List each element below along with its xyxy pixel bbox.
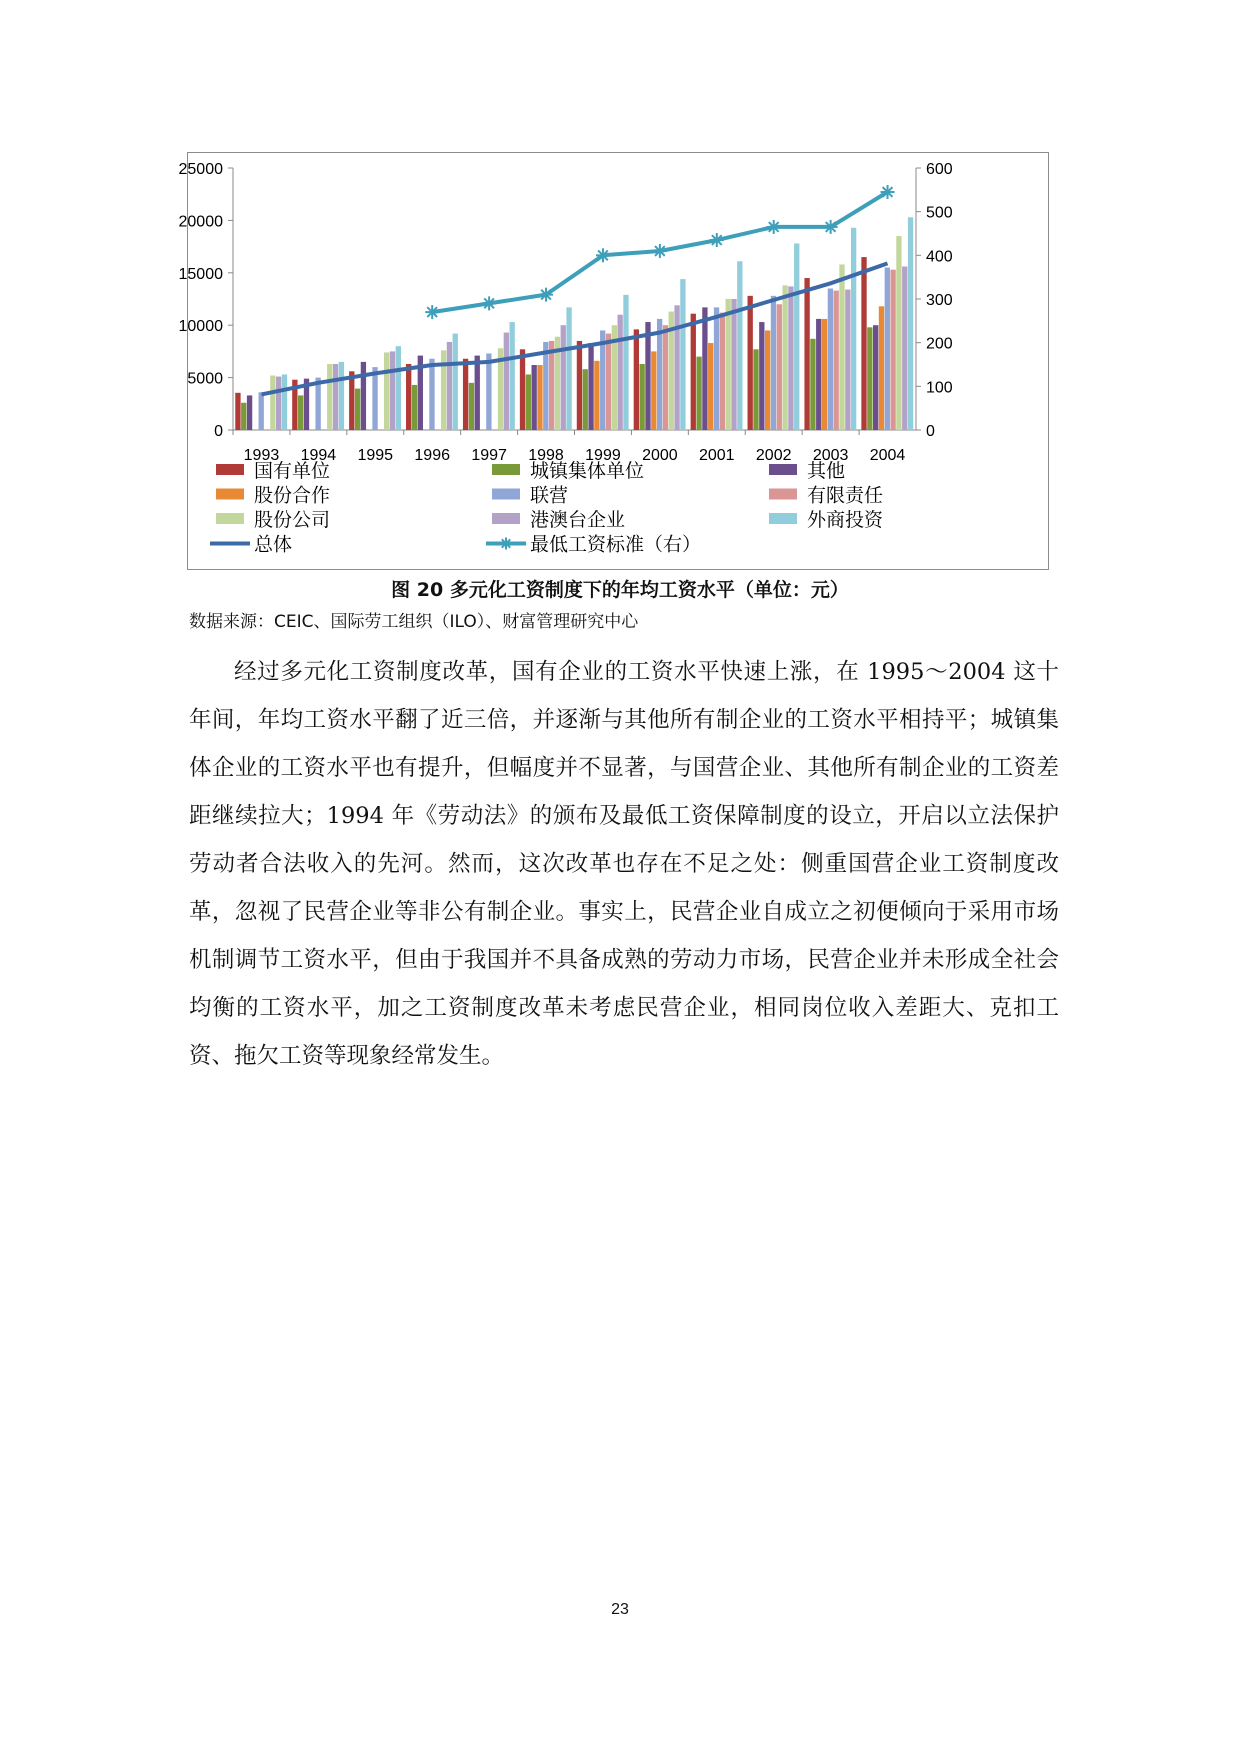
bar bbox=[270, 376, 275, 431]
right-tick-label: 600 bbox=[926, 161, 953, 178]
bar bbox=[674, 305, 679, 430]
bar bbox=[349, 371, 354, 430]
legend-swatch bbox=[492, 489, 520, 500]
bar bbox=[594, 361, 599, 430]
bar bbox=[851, 228, 856, 430]
x-tick-label: 2003 bbox=[812, 447, 849, 464]
bar bbox=[486, 354, 491, 431]
chart-figure bbox=[178, 152, 1049, 570]
bar bbox=[618, 315, 623, 430]
bar bbox=[788, 286, 793, 430]
bar bbox=[276, 377, 281, 430]
bar bbox=[282, 374, 287, 430]
left-tick-label: 0 bbox=[214, 423, 223, 440]
legend-label: 国有单位 bbox=[254, 461, 331, 482]
bar bbox=[777, 304, 782, 430]
left-tick-label: 20000 bbox=[178, 213, 223, 231]
bar bbox=[902, 267, 907, 430]
bar bbox=[702, 307, 707, 430]
legend-label: 股份公司 bbox=[254, 510, 331, 531]
bar bbox=[885, 268, 890, 430]
bar bbox=[765, 330, 770, 430]
bar bbox=[720, 313, 725, 430]
legend-swatch bbox=[769, 513, 797, 524]
bar bbox=[714, 307, 719, 430]
bar bbox=[509, 322, 514, 430]
bar bbox=[372, 367, 377, 430]
bar bbox=[696, 357, 701, 430]
bar bbox=[640, 364, 645, 430]
bar bbox=[259, 392, 264, 430]
wage-chart bbox=[178, 153, 1050, 571]
bar bbox=[771, 296, 776, 430]
data-source: 数据来源：CEIC、国际劳工组织（ILO）、财富管理研究中心 bbox=[189, 612, 639, 632]
bar bbox=[731, 299, 736, 430]
bar bbox=[810, 339, 815, 430]
x-tick-label: 1999 bbox=[585, 447, 621, 464]
bar bbox=[645, 322, 650, 430]
legend-swatch bbox=[492, 464, 520, 475]
x-tick-label: 1998 bbox=[528, 447, 564, 464]
bar bbox=[390, 351, 395, 430]
bar bbox=[691, 314, 696, 430]
bar bbox=[657, 319, 662, 430]
bar bbox=[532, 365, 537, 430]
bar bbox=[663, 325, 668, 430]
bar bbox=[896, 236, 901, 430]
bar bbox=[873, 325, 878, 430]
left-tick-label: 15000 bbox=[178, 265, 223, 283]
bar bbox=[469, 383, 474, 430]
bar bbox=[867, 327, 872, 430]
bar bbox=[759, 322, 764, 430]
legend-swatch bbox=[769, 464, 797, 475]
bar bbox=[816, 319, 821, 430]
right-tick-label: 0 bbox=[926, 423, 935, 440]
right-tick-label: 500 bbox=[926, 204, 953, 222]
legend-label: 联营 bbox=[530, 485, 569, 507]
x-tick-label: 1997 bbox=[471, 447, 507, 464]
x-tick-label: 2001 bbox=[698, 447, 735, 464]
legend-swatch bbox=[769, 489, 797, 500]
legend-swatch bbox=[216, 489, 244, 500]
bar bbox=[315, 378, 320, 430]
bar bbox=[822, 319, 827, 430]
bar bbox=[429, 359, 434, 430]
bar bbox=[463, 359, 468, 430]
legend-label: 最低工资标准（右） bbox=[530, 534, 702, 556]
x-tick-label: 2000 bbox=[642, 447, 678, 464]
bar bbox=[708, 343, 713, 430]
bar bbox=[828, 289, 833, 430]
bar bbox=[355, 389, 360, 430]
legend-label: 城镇集体单位 bbox=[530, 461, 645, 482]
bar bbox=[861, 257, 866, 430]
bar bbox=[651, 351, 656, 430]
bar bbox=[396, 346, 401, 430]
bar bbox=[241, 403, 246, 430]
bar bbox=[839, 264, 844, 430]
right-tick-label: 400 bbox=[926, 248, 953, 266]
right-tick-label: 200 bbox=[926, 335, 953, 353]
bar bbox=[447, 342, 452, 430]
bar bbox=[908, 217, 913, 430]
bar bbox=[726, 299, 731, 430]
bar bbox=[748, 296, 753, 430]
legend-label: 股份合作 bbox=[254, 485, 331, 507]
x-tick-label: 2002 bbox=[755, 447, 792, 464]
bar bbox=[737, 261, 742, 430]
right-tick-label: 100 bbox=[926, 379, 953, 397]
body-text bbox=[189, 648, 1059, 1080]
bar bbox=[566, 307, 571, 430]
legend-label: 外商投资 bbox=[807, 510, 884, 531]
bar bbox=[782, 285, 787, 430]
bar bbox=[834, 291, 839, 430]
bar bbox=[561, 325, 566, 430]
legend-swatch bbox=[216, 513, 244, 524]
bar bbox=[339, 362, 344, 430]
bar bbox=[333, 364, 338, 430]
bar bbox=[537, 365, 542, 430]
bar bbox=[526, 374, 531, 430]
bar bbox=[588, 343, 593, 430]
bar bbox=[634, 329, 639, 430]
bar bbox=[549, 341, 554, 430]
bar bbox=[794, 243, 799, 430]
x-tick-label: 1995 bbox=[357, 447, 394, 464]
bar bbox=[412, 385, 417, 430]
bar bbox=[577, 341, 582, 430]
legend-swatch bbox=[216, 464, 244, 475]
body-paragraph: 经过多元化工资制度改革，国有企业的工资水平快速上涨，在 1995～2004 这十年间，年均工资水平翻了近三倍，并逐渐与其他所有制企业的工资水平相持平；城镇集体企业的工资水平也有提升，但幅度并不显著，与国营企业、其他所有制企业的工资差距继续拉大；1994 年《劳动法》的颁布及最低工资保障制度的设立，开启以立法保护劳动者合法收入的先河。然而，这次改革也存在不足之处：侧重国营企业工资制度改革，忽视了民营企业等非公有制企业。事实上，民营企业自成立之初便倾向于采用市场机制调节工资水平，但由于我国并不具备成熟的劳动力市场，民营企业并未形成全社会均衡的工资水平，加之工资制度改革未考虑民营企业，相同岗位收入差距大、克扣工资、拖欠工资等现象经常发生。 bbox=[189, 659, 1059, 1069]
legend-label: 港澳台企业 bbox=[530, 510, 626, 531]
bar bbox=[845, 290, 850, 430]
bar bbox=[543, 342, 548, 430]
legend-label: 其他 bbox=[807, 461, 846, 482]
bar bbox=[384, 352, 389, 430]
left-tick-label: 25000 bbox=[178, 161, 223, 178]
figure-caption: 图 20 多元化工资制度下的年均工资水平（单位：元） bbox=[391, 579, 849, 601]
x-tick-label: 1994 bbox=[300, 447, 337, 464]
bar bbox=[298, 395, 303, 430]
legend-label: 总体 bbox=[254, 534, 293, 556]
bar bbox=[406, 364, 411, 430]
bar bbox=[247, 395, 252, 430]
bar bbox=[475, 356, 480, 430]
right-tick-label: 300 bbox=[926, 292, 953, 309]
bar bbox=[804, 278, 809, 430]
x-tick-label: 1993 bbox=[243, 447, 280, 464]
bar bbox=[235, 393, 240, 430]
bar bbox=[606, 334, 611, 430]
bar bbox=[327, 364, 332, 430]
page-number: 23 bbox=[611, 1601, 629, 1618]
legend-swatch bbox=[492, 513, 520, 524]
x-tick-label: 2004 bbox=[869, 447, 906, 464]
bar bbox=[583, 369, 588, 430]
bar bbox=[453, 334, 458, 430]
x-tick-label: 1996 bbox=[414, 447, 451, 464]
series-line bbox=[262, 263, 888, 394]
bar bbox=[680, 279, 685, 430]
legend-label: 有限责任 bbox=[807, 485, 884, 507]
left-tick-label: 5000 bbox=[187, 370, 223, 388]
bar bbox=[753, 349, 758, 430]
left-tick-label: 10000 bbox=[178, 318, 223, 336]
bar bbox=[520, 349, 525, 430]
bar bbox=[890, 270, 895, 430]
bar bbox=[879, 306, 884, 430]
bar bbox=[504, 333, 509, 430]
bar bbox=[361, 362, 366, 430]
bar bbox=[623, 295, 628, 430]
